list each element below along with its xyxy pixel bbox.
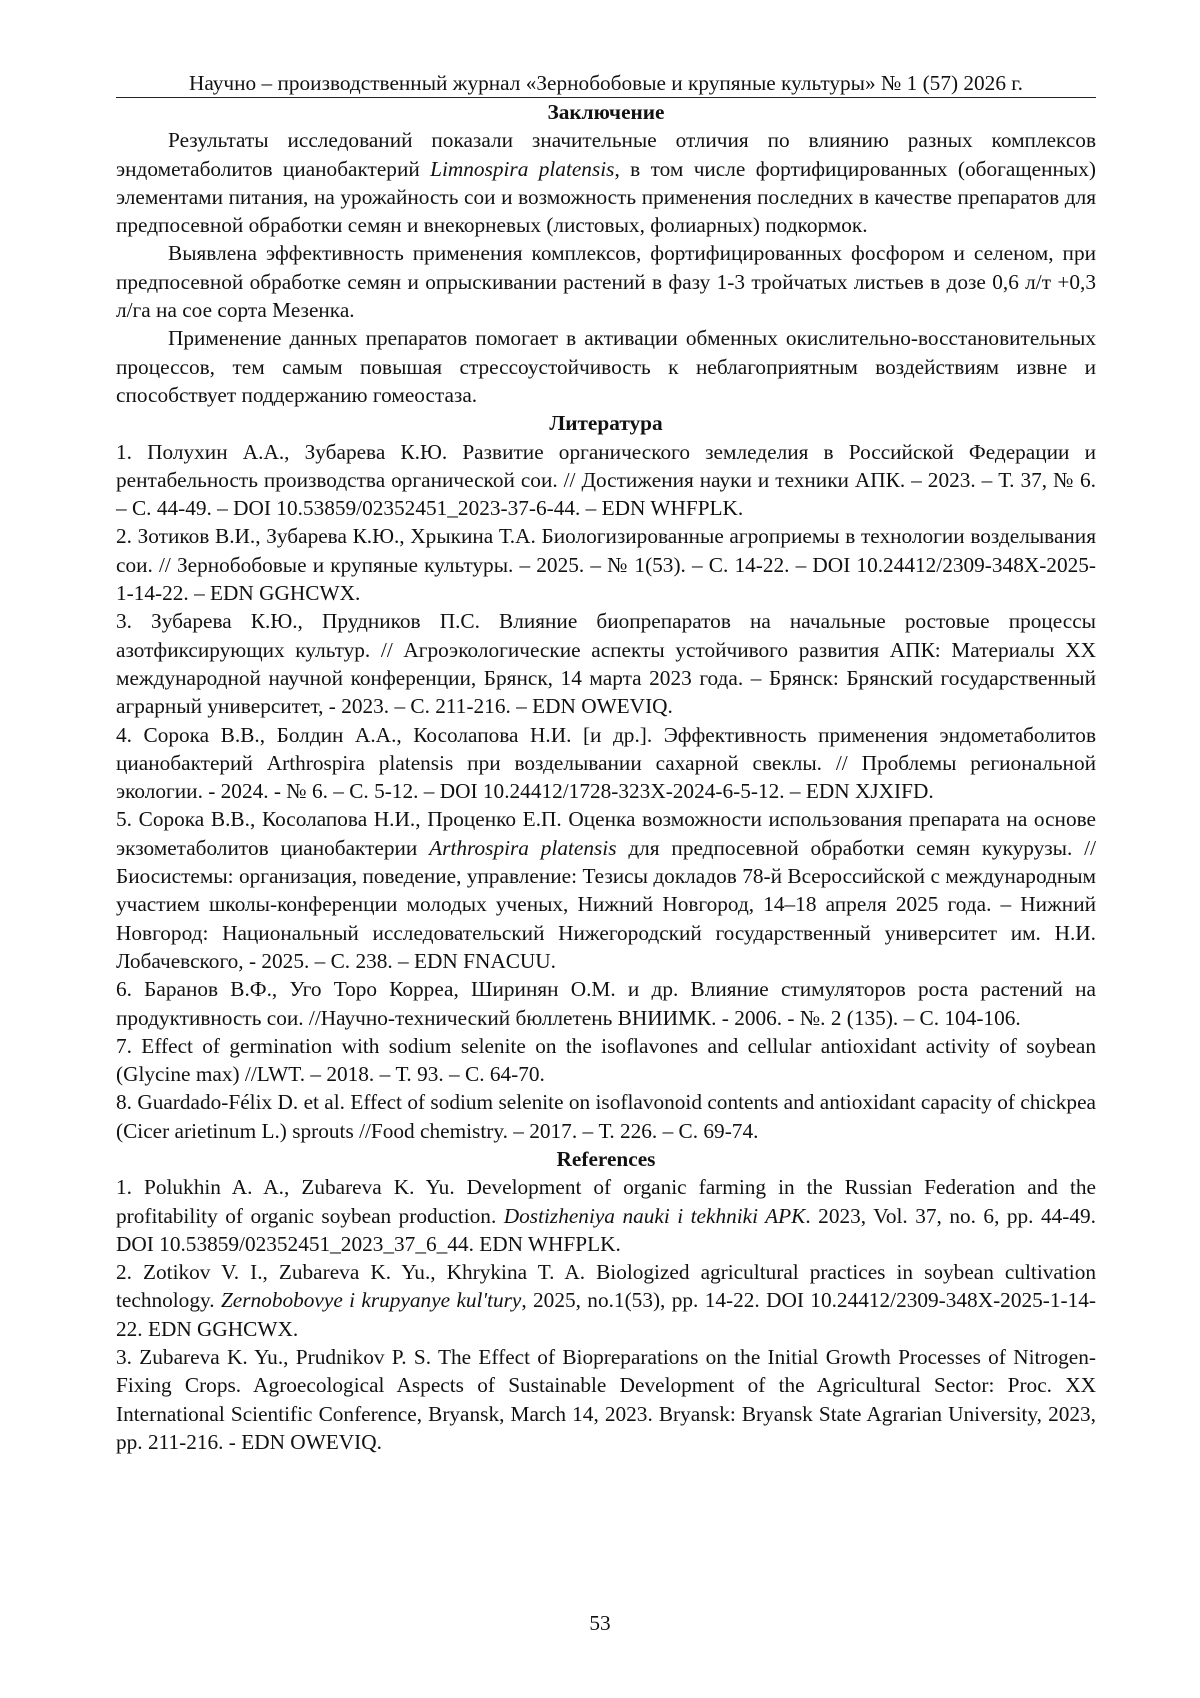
literature-item-2: 2. Зотиков В.И., Зубарева К.Ю., Хрыкина Т.А. Биологизированные агроприемы в технологии возделывания сои. // Зернобобовые и крупяные культуры. – 2025. – № 1(53). – С. 14-22. – DOI 10.24412/2309-348X-2025-1-14-22. – EDN GGHCWX. [116, 524, 1096, 606]
conclusion-paragraph-3: Применение данных препаратов помогает в активации обменных окислительно-восстановительных процессов, тем самым повышая стрессоустойчивость к неблагоприятным воздействиям извне и способствует поддержанию гомеостаза. [116, 326, 1096, 407]
literature-item-3: 3. Зубарева К.Ю., Прудников П.С. Влияние биопрепаратов на начальные ростовые процессы азотфиксирующих культур. // Агроэкологические аспекты устойчивого развития АПК: Материалы XX международной научной конференции, Брянск, 14 марта 2023 года. – Брянск: Брянский государственный аграрный университет, - 2023. – С. 211-216. – EDN OWEVIQ. [116, 609, 1096, 719]
literature-item-6: 6. Баранов В.Ф., Уго Торо Корреа, Ширинян О.М. и др. Влияние стимуляторов роста растений на продуктивность сои. //Научно-технический бюллетень ВНИИМК. - 2006. - №. 2 (135). – С. 104-106. [116, 977, 1096, 1030]
literature-item-4: 4. Сорока В.В., Болдин А.А., Косолапова Н.И. [и др.]. Эффективность применения эндометаболитов цианобактерий Arthrospira platensis при возделывании сахарной свеклы. // Проблемы региональной экологии. - 2024. - № 6. – С. 5-12. – DOI 10.24412/1728-323X-2024-6-5-12. – EDN XJXIFD. [116, 722, 1096, 804]
reference-item-1: 1. Polukhin A. A., Zubareva K. Yu. Development of organic farming in the Russian Federation and the profitability of organic soybean production. Dostizheniya nauki i tekhniki APK. 2023, Vol. 37, no. 6, pp. 44-49. DOI 10.53859/02352451_2023_37_6_44. EDN WHFPLK. [116, 1175, 1096, 1256]
reference-item-3: 3. Zubareva K. Yu., Prudnikov P. S. The Effect of Biopreparations on the Initial Growth Processes of Nitrogen-Fixing Crops. Agroecological Aspects of Sustainable Development of the Agricultural Sector: Proc. XX International Scientific Conference, Bryansk, March 14, 2023. Bryansk: Bryansk State Agrarian University, 2023, pp. 211-216. - EDN OWEVIQ. [116, 1345, 1096, 1454]
conclusion-paragraph-2: Выявлена эффективность применения комплексов, фортифицированных фосфором и селеном, при предпосевной обработке семян и опрыскивании растений в фазу 1-3 тройчатых листьев в дозе 0,6 л/т +0,3 л/га на сое сорта Мезенка. [116, 241, 1096, 323]
literature-item-1: 1. Полухин А.А., Зубарева К.Ю. Развитие органического земледелия в Российской Федерации и рентабельность производства органической сои. // Достижения науки и техники АПК. – 2023. – Т. 37, № 6. – С. 44-49. – DOI 10.53859/02352451_2023-37-6-44. – EDN WHFPLK. [116, 439, 1096, 521]
page-number: 53 [589, 1611, 611, 1635]
reference-item-2: 2. Zotikov V. I., Zubareva K. Yu., Khrykina T. A. Biologized agricultural practices in soybean cultivation technology. Zernobobovye i krupyanye kul'tury, 2025, no.1(53), pp. 14-22. DOI 10.24412/2309-348X-2025-1-14-22. EDN GGHCWX. [116, 1260, 1096, 1341]
conclusion-paragraph-1: Результаты исследований показали значительные отличия по влиянию разных комплексов эндометаболитов цианобактерий Limnospira platensis, в том числе фортифицированных (обогащенных) элементами питания, на урожайность сои и возможность применения последних в качестве препаратов для предпосевной обработки семян и внекорневых (листовых, фолиарных) подкормок. [116, 128, 1096, 238]
literature-item-8: 8. Guardado-Félix D. et al. Effect of sodium selenite on isoflavonoid contents and antioxidant capacity of chickpea (Cicer arietinum L.) sprouts //Food chemistry. – 2017. – Т. 226. – С. 69-74. [116, 1090, 1096, 1143]
journal-header: Научно – производственный журнал «Зернобобовые и крупяные культуры» № 1 (57) 2026 г. [116, 70, 1096, 98]
page-body [116, 70, 1096, 1456]
literature-item-7: 7. Effect of germination with sodium selenite on the isoflavones and cellular antioxidant activity of soybean (Glycine max) //LWT. – 2018. – Т. 93. – С. 64-70. [116, 1033, 1096, 1087]
literature-item-5: 5. Сорока В.В., Косолапова Н.И., Проценко Е.П. Оценка возможности использования препарата на основе экзометаболитов цианобактерии Arthrospira platensis для предпосевной обработки семян кукурузы. // Биосистемы: организация, поведение, управление: Тезисы докладов 78-й Всероссийской с международным участием школы-конференции молодых ученых, Нижний Новгород, 14–18 апреля 2025 года. – Нижний Новгород: Национальный исследовательский Нижегородский государственный университет им. Н.И. Лобачевского, - 2025. – С. 238. – EDN FNACUU. [116, 807, 1096, 973]
literature-heading: Литература [549, 411, 663, 436]
references-heading: References [556, 1146, 656, 1171]
conclusion-heading: Заключение [547, 100, 665, 124]
